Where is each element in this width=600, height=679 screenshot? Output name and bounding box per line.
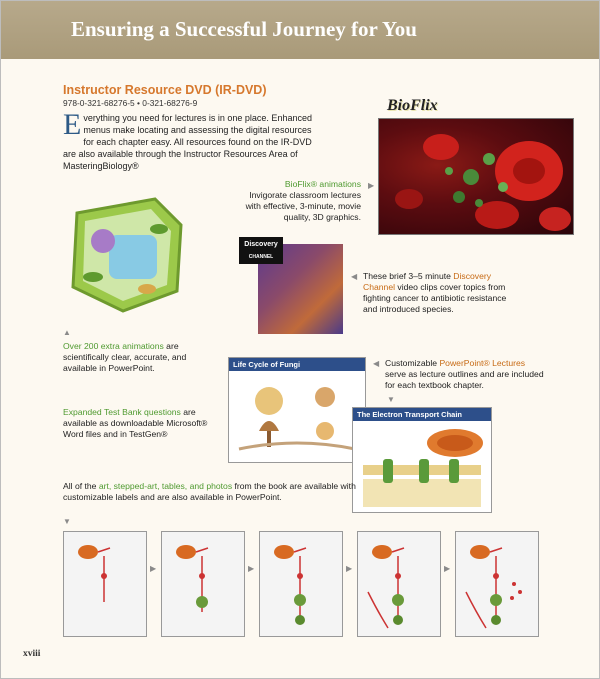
discovery-highlight: Discovery Channel bbox=[363, 271, 492, 292]
discovery-text-before: These brief 3–5 minute bbox=[363, 271, 454, 281]
stepped-art-frame-3 bbox=[259, 531, 343, 637]
bioflix-image bbox=[378, 118, 574, 235]
drop-cap: E bbox=[63, 108, 82, 141]
arrow-up-icon: ▲ bbox=[63, 328, 71, 337]
page-title: Ensuring a Successful Journey for You bbox=[71, 17, 417, 41]
testbank-highlight: Expanded Test Bank questions bbox=[63, 407, 181, 417]
arrow-right-icon: ▶ bbox=[368, 181, 375, 190]
discovery-channel-logo bbox=[239, 237, 283, 264]
section-title: Instructor Resource DVD (IR-DVD) bbox=[63, 83, 267, 97]
animations-text: are scientifically clear, accurate, and available in PowerPoint. bbox=[63, 341, 187, 373]
discovery-logo-line1: Discovery bbox=[244, 241, 278, 248]
fungi-diagram bbox=[229, 371, 365, 459]
plant-cell-illustration bbox=[63, 191, 189, 317]
arrow-down-icon: ▼ bbox=[63, 517, 71, 526]
stepped-art-frame-5 bbox=[455, 531, 539, 637]
electron-transport-diagram bbox=[353, 421, 491, 509]
intro-text: verything you need for lectures is in one place. Enhanced menus make locating and assessing the digital resources for each chapter easy. All resources found on the IR-DVD are also available through the Instructor Resources Area of MasteringBiology® bbox=[63, 113, 312, 171]
art-highlight: art, stepped-art, tables, and photos bbox=[98, 481, 233, 491]
page-number: xviii bbox=[23, 649, 41, 659]
arrow-left-icon: ◀ bbox=[373, 359, 380, 368]
bioflix-text: Invigorate classroom lectures with effective, 3-minute, movie quality, 3D graphics. bbox=[245, 190, 361, 222]
animations-highlight: Over 200 extra animations bbox=[63, 341, 164, 351]
powerpoint-text-before: Customizable bbox=[385, 358, 440, 368]
testbank-caption bbox=[63, 407, 213, 440]
arrow-left-icon: ◀ bbox=[351, 272, 358, 281]
etc-slide-title: The Electron Transport Chain bbox=[353, 408, 491, 421]
discovery-logo-line2: CHANNEL bbox=[248, 254, 274, 260]
stepped-art-frame-2 bbox=[161, 531, 245, 637]
art-text-before: All of the bbox=[63, 481, 99, 491]
electron-transport-slide bbox=[352, 407, 492, 513]
intro-paragraph bbox=[63, 108, 313, 172]
fungi-slide-title: Life Cycle of Fungi bbox=[229, 358, 365, 371]
bioflix-highlight: BioFlix® animations bbox=[284, 179, 361, 189]
stepped-art-frame-4 bbox=[357, 531, 441, 637]
testbank-text: are available as downloadable Microsoft® Word files and in TestGen® bbox=[63, 407, 208, 439]
fungi-slide bbox=[228, 357, 366, 463]
animations-caption bbox=[63, 341, 213, 374]
powerpoint-highlight: PowerPoint® Lectures bbox=[439, 358, 526, 368]
arrow-right-icon: ▶ bbox=[248, 564, 255, 573]
powerpoint-text-after: serve as lecture outlines and are included for each textbook chapter. bbox=[385, 369, 544, 390]
bioflix-caption bbox=[237, 179, 361, 223]
cell-animation-image bbox=[63, 191, 189, 317]
arrow-right-icon: ▶ bbox=[346, 564, 353, 573]
art-text-after: from the book are available with customizable labels and are also available in PowerPoint. bbox=[63, 481, 356, 502]
powerpoint-caption bbox=[385, 358, 545, 391]
bioflix-logo: BioFlix bbox=[387, 97, 438, 114]
blood-cells-illustration bbox=[379, 119, 573, 234]
art-caption bbox=[63, 481, 363, 503]
discovery-text-after: video clips cover topics from fighting cancer to antibiotic resistance and introduced species. bbox=[363, 282, 507, 314]
discovery-caption bbox=[363, 271, 523, 315]
arrow-down-icon: ▼ bbox=[387, 395, 395, 404]
arrow-right-icon: ▶ bbox=[444, 564, 451, 573]
header-banner bbox=[1, 1, 599, 59]
isbn-line: 978-0-321-68276-5 • 0-321-68276-9 bbox=[63, 98, 198, 108]
arrow-right-icon: ▶ bbox=[150, 564, 157, 573]
stepped-art-frame-1 bbox=[63, 531, 147, 637]
